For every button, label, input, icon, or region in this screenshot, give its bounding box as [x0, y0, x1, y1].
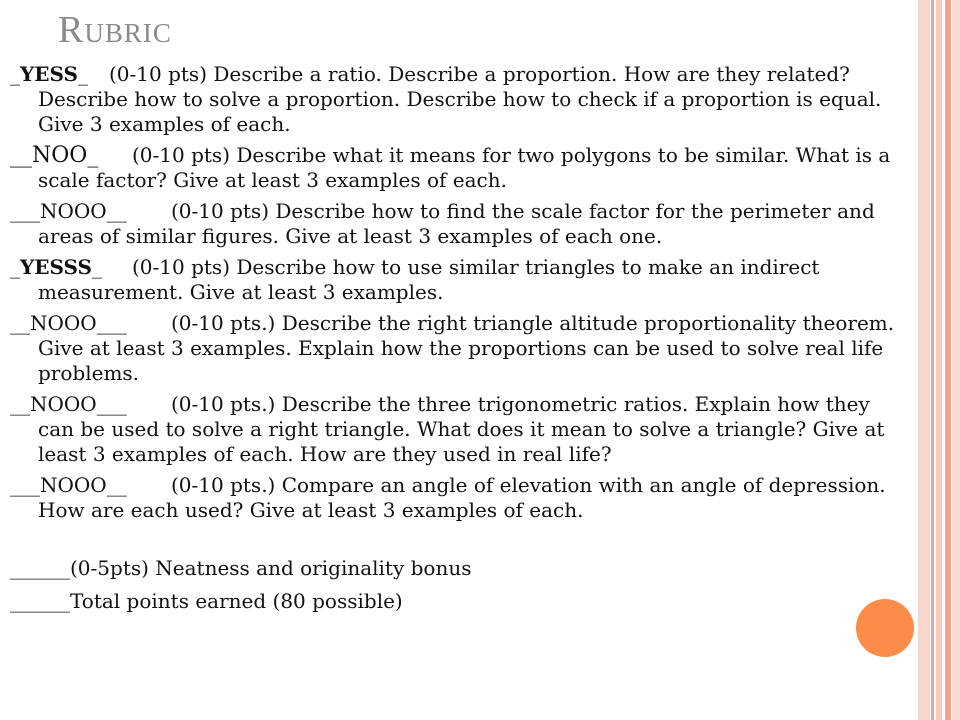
side-stripe: [945, 0, 951, 720]
total-text: Total points earned (80 possible): [70, 589, 403, 613]
score-mark: NOOO: [40, 199, 107, 223]
slide-title: [58, 8, 172, 52]
orange-circle-decoration: [856, 599, 914, 657]
score-blank: _YESS_: [10, 62, 88, 86]
score-blank: _YESSS_: [10, 255, 102, 279]
rubric-item-text: (0-10 pts) Describe how to use similar triangles to make an indirect measurement. Give at least 3 examples.: [38, 255, 820, 304]
rubric-item-text: (0-10 pts.) Describe the three trigonometric ratios. Explain how they can be used to solve a right triangle. What does it mean to solve a triangle? Give at least 3 examples of each. How are they used in real life?: [38, 392, 885, 466]
rubric-list: [10, 62, 910, 622]
total-line: [10, 589, 910, 614]
rubric-item-text: (0-10 pts) Describe a ratio. Describe a proportion. How are they related? Describe how to solve a proportion. Describe how to check if a proportion is equal. Give 3 examples of each.: [38, 62, 882, 136]
slide-title-initial: R: [58, 9, 85, 51]
score-mark: YESS: [20, 62, 78, 86]
side-stripe: [952, 0, 960, 720]
score-blank: __NOOO___: [10, 392, 127, 416]
total-blank: ______: [10, 589, 70, 613]
score-blank: __NOOO___: [10, 311, 127, 335]
score-blank: __NOO_: [10, 143, 99, 168]
rubric-item-scale-factor: [10, 199, 910, 249]
score-blank: ___NOOO__: [10, 473, 127, 497]
rubric-item-text: (0-10 pts.) Compare an angle of elevation with an angle of depression. How are each used? Give at least 3 examples of each.: [38, 473, 886, 522]
rubric-item-similar-polygons: [10, 143, 910, 193]
score-mark: NOOO: [30, 392, 97, 416]
rubric-item-trig-ratios: [10, 392, 910, 467]
side-stripe: [936, 0, 942, 720]
score-mark: NOO: [32, 143, 88, 168]
bonus-line: [10, 556, 910, 581]
rubric-item-text: (0-10 pts.) Describe the right triangle altitude proportionality theorem. Give at least 3 examples. Explain how the proportions can be used to solve real life problems.: [38, 311, 895, 385]
score-mark: NOOO: [40, 473, 107, 497]
score-mark: YESSS: [20, 255, 92, 279]
slide-title-rest: UBRIC: [84, 18, 172, 48]
section-gap: [10, 529, 910, 556]
rubric-item-text: (0-10 pts) Describe what it means for two polygons to be similar. What is a scale factor? Give at least 3 examples of each.: [38, 143, 891, 192]
rubric-item-elevation-depression: [10, 473, 910, 523]
rubric-item-ratios: [10, 62, 910, 137]
rubric-item-altitude-theorem: [10, 311, 910, 386]
score-mark: NOOO: [30, 311, 97, 335]
side-stripe: [918, 0, 930, 720]
rubric-item-text: (0-10 pts) Describe how to find the scale factor for the perimeter and areas of similar figures. Give at least 3 examples of each one.: [38, 199, 875, 248]
score-blank: ___NOOO__: [10, 199, 127, 223]
rubric-item-indirect-measurement: [10, 255, 910, 305]
bonus-blank: ______: [10, 556, 70, 580]
bonus-text: (0-5pts) Neatness and originality bonus: [70, 556, 472, 580]
side-stripe: [931, 0, 934, 720]
